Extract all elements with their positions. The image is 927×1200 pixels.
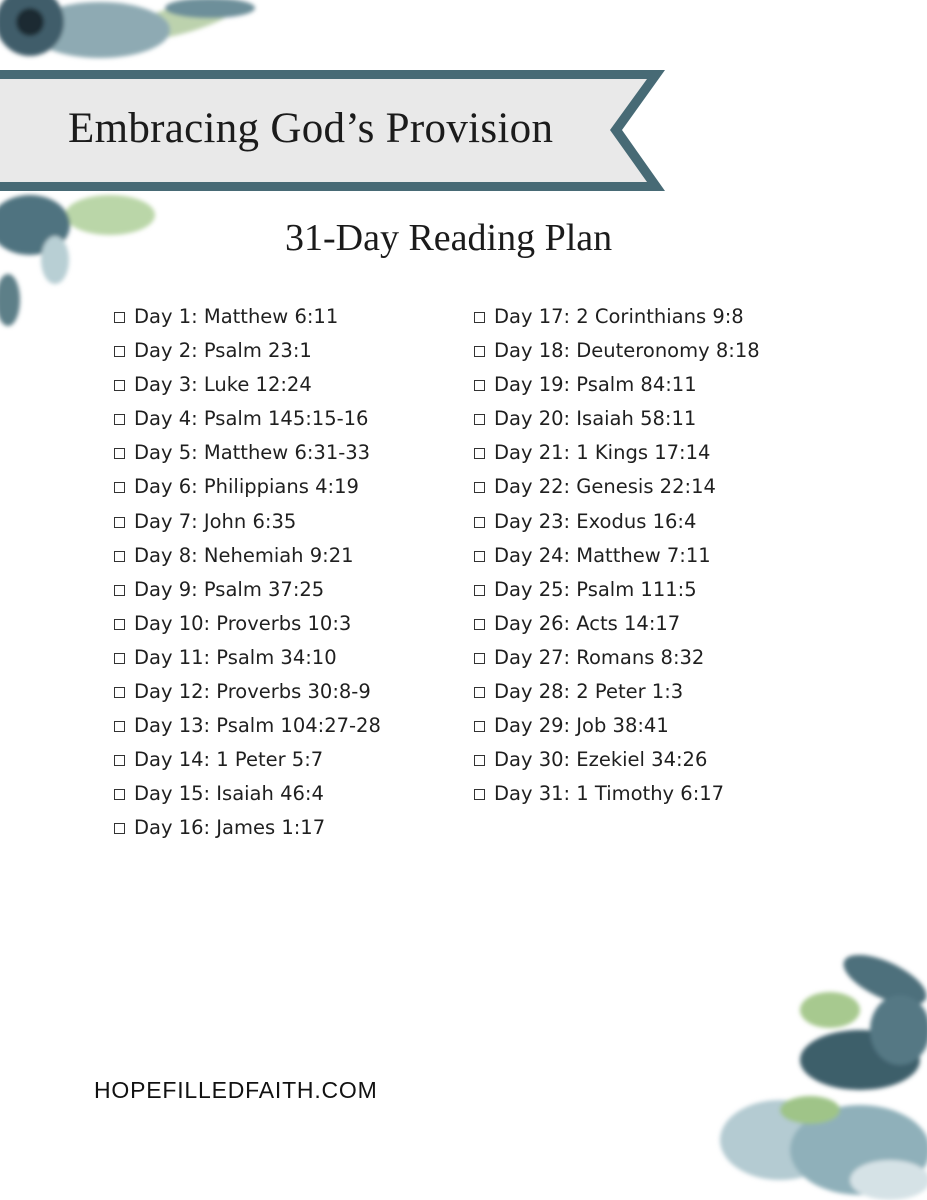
reading-item [114,303,381,337]
reading-item [474,439,760,473]
reading-item-label: Day 25: Psalm 111:5 [494,577,697,601]
reading-item [474,371,760,405]
checkbox[interactable] [474,619,485,630]
reading-item-label: Day 10: Proverbs 10:3 [134,611,352,635]
reading-item [114,610,381,644]
reading-item [114,576,381,610]
checkbox[interactable] [114,823,125,834]
reading-item-label: Day 22: Genesis 22:14 [494,475,716,499]
checkbox[interactable] [114,380,125,391]
reading-item [114,814,381,848]
reading-item-label: Day 19: Psalm 84:11 [494,373,697,397]
checkbox[interactable] [474,721,485,732]
reading-item-label: Day 12: Proverbs 30:8-9 [134,680,371,704]
reading-item [474,405,760,439]
reading-item-label: Day 31: 1 Timothy 6:17 [494,782,725,806]
reading-item-label: Day 7: John 6:35 [134,509,297,533]
checkbox[interactable] [474,346,485,357]
checkbox[interactable] [114,551,125,562]
reading-item-label: Day 28: 2 Peter 1:3 [494,680,684,704]
checkbox[interactable] [474,687,485,698]
checkbox[interactable] [114,414,125,425]
reading-item [114,678,381,712]
reading-item [474,473,760,507]
reading-list-left [114,303,381,849]
reading-item-label: Day 6: Philippians 4:19 [134,475,359,499]
reading-list-right [474,303,760,814]
reading-item [474,644,760,678]
reading-item-label: Day 21: 1 Kings 17:14 [494,441,711,465]
reading-item-label: Day 23: Exodus 16:4 [494,509,697,533]
reading-item-label: Day 15: Isaiah 46:4 [134,782,324,806]
checkbox[interactable] [114,312,125,323]
checkbox[interactable] [114,789,125,800]
reading-item [114,405,381,439]
reading-item [114,508,381,542]
reading-item [474,780,760,814]
checkbox[interactable] [114,346,125,357]
checkbox[interactable] [114,585,125,596]
reading-item [474,746,760,780]
checkbox[interactable] [114,619,125,630]
reading-item-label: Day 27: Romans 8:32 [494,645,705,669]
checkbox[interactable] [114,448,125,459]
checkbox[interactable] [114,755,125,766]
reading-item-label: Day 18: Deuteronomy 8:18 [494,339,760,363]
page-title: Embracing God’s Provision [68,105,554,152]
reading-item-label: Day 13: Psalm 104:27-28 [134,714,381,738]
reading-item-label: Day 26: Acts 14:17 [494,611,681,635]
checkbox[interactable] [474,380,485,391]
reading-item-label: Day 4: Psalm 145:15-16 [134,407,369,431]
reading-item-label: Day 29: Job 38:41 [494,714,669,738]
reading-item-label: Day 2: Psalm 23:1 [134,339,312,363]
reading-item [474,542,760,576]
checkbox[interactable] [474,482,485,493]
reading-item-label: Day 30: Ezekiel 34:26 [494,748,708,772]
reading-item-label: Day 8: Nehemiah 9:21 [134,543,354,567]
reading-item [474,508,760,542]
checkbox[interactable] [474,585,485,596]
reading-item [474,678,760,712]
reading-item-label: Day 1: Matthew 6:11 [134,305,339,328]
reading-item-label: Day 24: Matthew 7:11 [494,543,711,567]
reading-item-label: Day 20: Isaiah 58:11 [494,407,697,431]
reading-item [114,712,381,746]
reading-item [114,644,381,678]
reading-item [114,439,381,473]
reading-item [114,337,381,371]
checkbox[interactable] [114,653,125,664]
checkbox[interactable] [114,482,125,493]
reading-item [474,337,760,371]
checkbox[interactable] [114,721,125,732]
reading-item [114,542,381,576]
reading-item [114,780,381,814]
reading-item-label: Day 9: Psalm 37:25 [134,577,325,601]
reading-item [114,746,381,780]
checkbox[interactable] [114,517,125,528]
reading-item-label: Day 16: James 1:17 [134,816,326,840]
floral-decoration-bottom-right [690,950,927,1200]
reading-item [114,371,381,405]
reading-item-label: Day 17: 2 Corinthians 9:8 [494,305,744,328]
checkbox[interactable] [474,755,485,766]
checkbox[interactable] [114,687,125,698]
reading-item-label: Day 5: Matthew 6:31-33 [134,441,371,465]
checkbox[interactable] [474,312,485,323]
reading-item [114,473,381,507]
checkbox[interactable] [474,789,485,800]
reading-item-label: Day 14: 1 Peter 5:7 [134,748,324,772]
reading-item [474,712,760,746]
checkbox[interactable] [474,551,485,562]
reading-item-label: Day 3: Luke 12:24 [134,373,312,397]
checkbox[interactable] [474,653,485,664]
checkbox[interactable] [474,448,485,459]
reading-item [474,576,760,610]
reading-item [474,303,760,337]
page-subtitle: 31-Day Reading Plan [285,217,613,259]
reading-item [474,610,760,644]
website-footer: HOPEFILLEDFAITH.COM [94,1077,378,1103]
checkbox[interactable] [474,414,485,425]
checkbox[interactable] [474,517,485,528]
reading-item-label: Day 11: Psalm 34:10 [134,645,337,669]
